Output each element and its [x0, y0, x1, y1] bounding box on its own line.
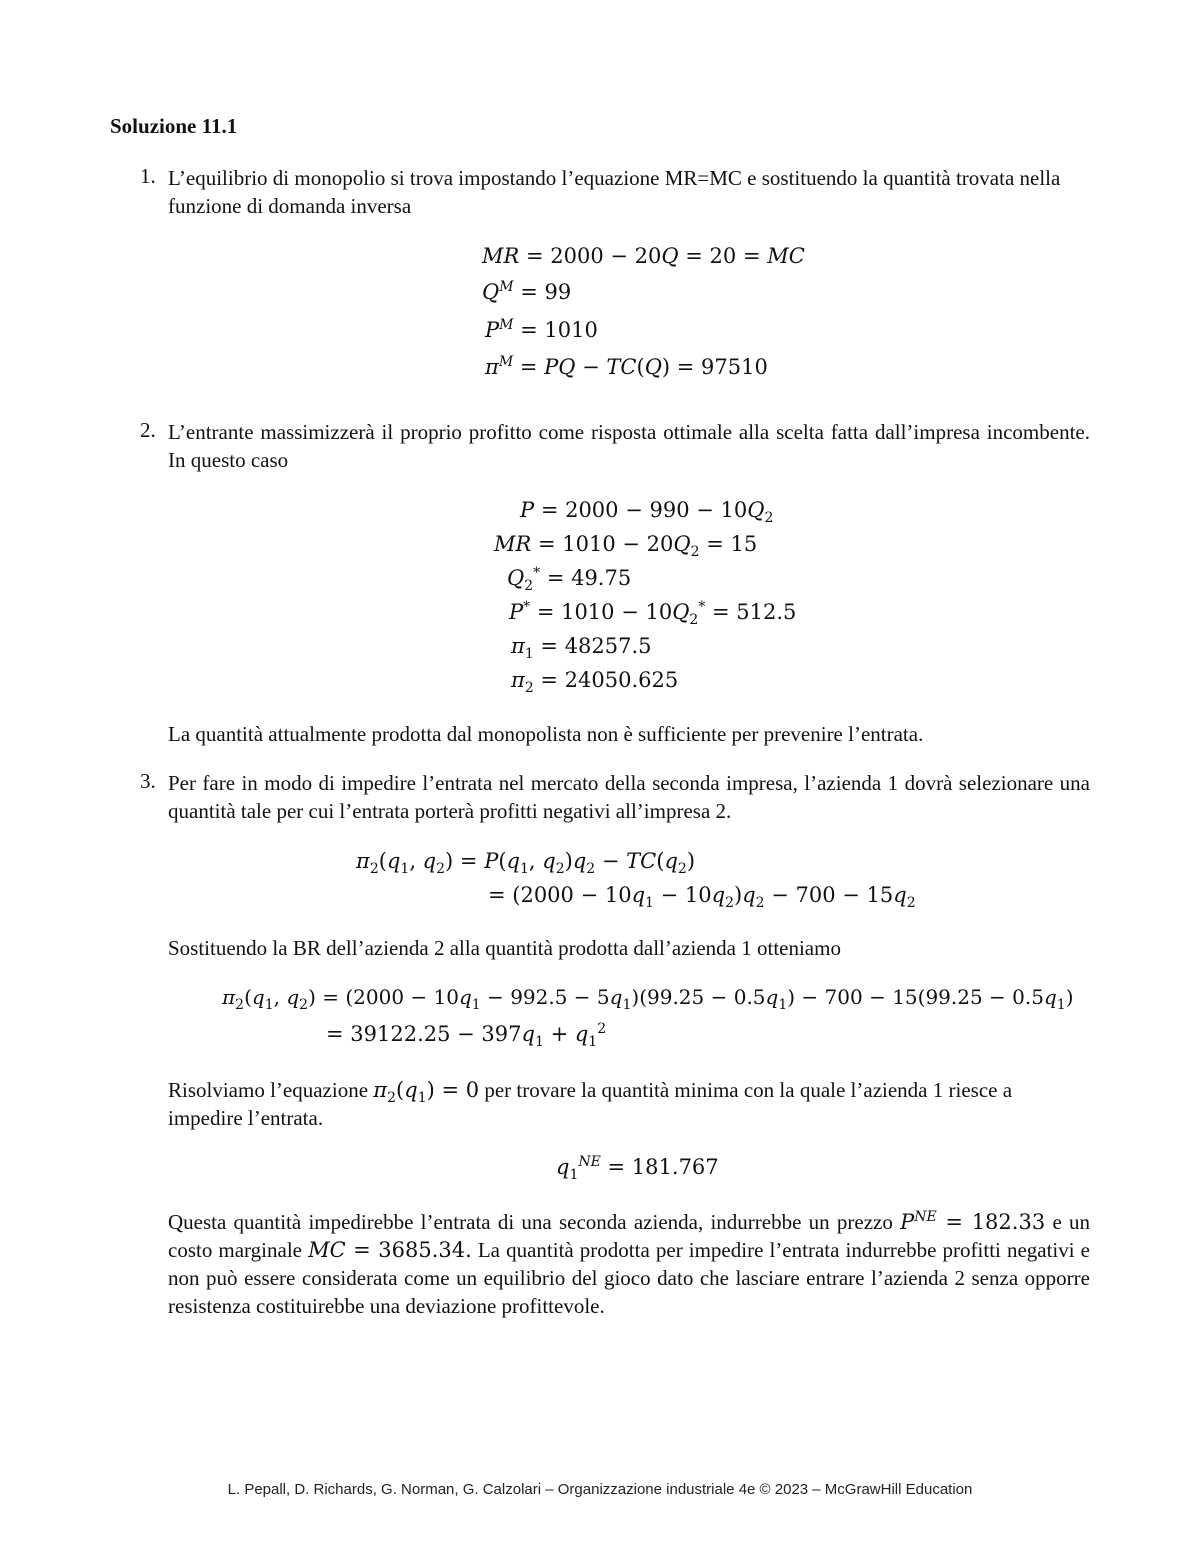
equation-p-star: $P^* = 1010 - 10Q_2^* = 512.5$ — [509, 599, 797, 629]
equation-mr-entrant: MR = $1010 - 20Q_2 = 15$ — [494, 532, 758, 561]
item-3-intro: Per fare in modo di impedire l’entrata nel mercato della seconda impresa, l’azienda 1 dovrà selezionare una quantità tale per cui l’entrata porterà profitti negativi all’impresa 2. — [168, 771, 1090, 823]
equation-profit2-general: $\pi_2(q_1$, $q_2) = P(q_1$, $q_2)q_2 - TC(q_2)$ — [356, 849, 696, 878]
item-3-final-text — [168, 1208, 1090, 1320]
item-3-solve-text — [168, 1076, 1090, 1132]
final-text-a: Questa quantità impedirebbe l’entrata di una seconda azienda, indurrebbe un prezzo — [168, 1210, 893, 1234]
final-text-b: e un costo marginale — [168, 1210, 1091, 1262]
equation-profit2-expanded: = $(2000 - 10q_1 - 10q_2)q_2 - 700 - 15q_2$ — [488, 883, 916, 912]
final-text-c: La quantità prodotta per impedire l’entrata indurrebbe profitti negativi e non può essere considerata come un equilibrio del gioco dato che lasciare entrare l’azienda 2 senza opporre resistenza costituirebbe una deviazione profittevole. — [168, 1238, 1090, 1318]
list-number-2: 2. — [140, 418, 156, 442]
equation-q1-ne: $q_1^{NE} = 181.767$ — [556, 1154, 719, 1184]
item-2-intro: L’entrante massimizzerà il proprio profitto come risposta ottimale alla scelta fatta dall’impresa incombente. In questo caso — [168, 420, 1090, 472]
equation-mr-mc: MR = 2000 − 20Q = 20 = MC — [482, 244, 805, 268]
equation-profit-2: $\pi_2 = 24050.625$ — [511, 668, 679, 697]
equation-inline-mc: MC = 3685.34. — [308, 1238, 472, 1262]
solve-text-b: per trovare la quantità minima con la quale l’azienda 1 riesce a impedire l’entrata. — [168, 1078, 1013, 1130]
page-footer: L. Pepall, D. Richards, G. Norman, G. Calzolari – Organizzazione industriale 4e © 2023 – McGrawHill Education — [227, 1481, 973, 1498]
equation-profit2-substituted: $\pi_2(q_1$, $q_2) = (2000 - 10q_1 - 992.5 - 5q_1)(99.25 - 0.5q_1) - 700 - 15(99.25 - 0.5q_1)$ — [222, 985, 1074, 1013]
item-2-conclusion: La quantità attualmente prodotta dal monopolista non è sufficiente per prevenire l’entrata. — [168, 722, 924, 746]
equation-profit2-quadratic: = $39122.25 - 397q_1 + q_1^2$ — [326, 1021, 607, 1051]
equation-price-entrant: $P = 2000 - 990 - 10Q_2$ — [520, 498, 774, 527]
equation-qm: $Q^M = 99$ — [482, 279, 572, 304]
page-title: Soluzione 11.1 — [110, 114, 238, 138]
item-1-intro: L’equilibrio di monopolio si trova impostando l’equazione MR=MC e sostituendo la quantità trovata nella funzione di domanda inversa — [168, 166, 1061, 218]
solve-text-a: Risolviamo l’equazione — [168, 1078, 369, 1102]
equation-profit-1: $\pi_1 = 48257.5$ — [511, 634, 652, 663]
equation-inline-zero-profit: $\pi_2(q_1) = 0$ — [373, 1078, 480, 1107]
list-number-3: 3. — [140, 769, 156, 793]
item-3-br-text: Sostituendo la BR dell’azienda 2 alla quantità prodotta dall’azienda 1 otteniamo — [168, 936, 841, 960]
equation-inline-pne: $P^{NE} = 182.33$ — [900, 1209, 1046, 1234]
equation-profit-m: $\pi^M$ = PQ − TC(Q) = 97510 — [485, 354, 768, 379]
equation-q2-star: $Q_2^* = 49.75$ — [507, 565, 632, 595]
list-number-1: 1. — [140, 164, 156, 188]
equation-pm: $P^M = 1010$ — [485, 317, 598, 342]
